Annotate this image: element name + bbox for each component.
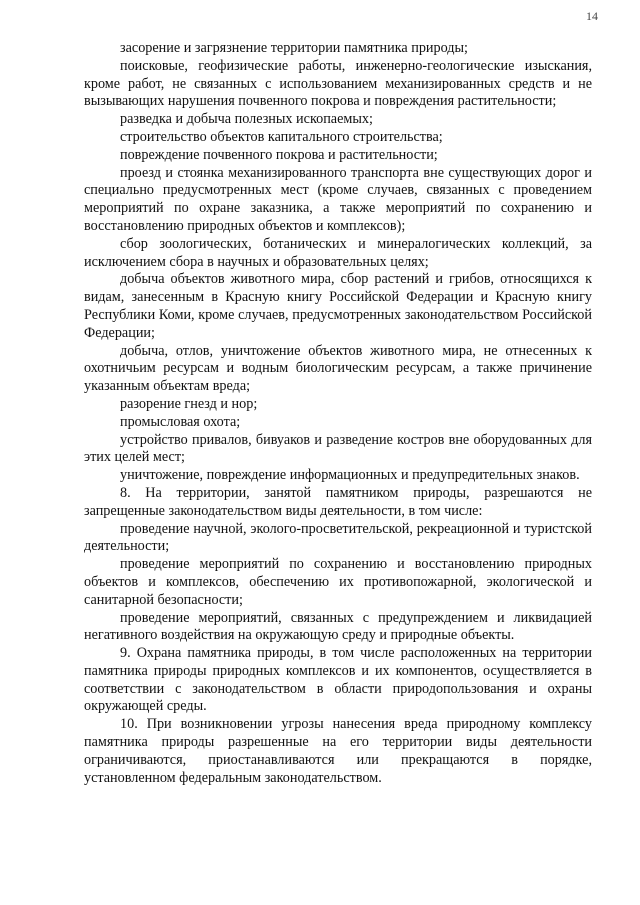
list-item-red-book-species: добыча объектов животного мира, сбор растений и грибов, относящихся к видам, занесенным в Красную книгу Российской Федерации и Красную книгу Республики Коми, кроме случаев, предусмотренных законодательством Российской Федерации; [84,271,592,341]
list-item-impact-prevention: проведение мероприятий, связанных с предупреждением и ликвидацией негативного воздействия на окружающую среду и природные объекты. [84,609,592,644]
list-item-campfires: устройство привалов, бивуаков и разведение костров вне оборудованных для этих целей мест; [84,431,592,466]
list-item-research-activity: проведение научной, эколого-просветительской, рекреационной и туристской деятельности; [84,520,592,555]
document-body [84,40,592,787]
list-item-soil-damage: повреждение почвенного покрова и растительности; [120,146,438,163]
section-10-paragraph: 10. При возникновении угрозы нанесения вреда природному комплексу памятника природы разрешенные на его территории виды деятельности ограничиваются, приостанавливаются или прекращаются в порядке, установленном федеральным законодательством. [84,716,592,786]
list-item-collections: сбор зоологических, ботанических и минералогических коллекций, за исключением сбора в научных и образовательных целях; [84,235,592,270]
list-item-survey-works: поисковые, геофизические работы, инженерно-геологические изыскания, кроме работ, не связанных с использованием механизированных средств и не вызывающих нарушения почвенного покрова и повреждения растительности; [84,57,592,110]
list-item-vehicle-traffic: проезд и стоянка механизированного транспорта вне существующих дорог и специально предусмотренных мест (кроме случаев, связанных с проведением мероприятий по охране заказника, а также мероприятий по сохранению и восстановлению природных объектов и комплексов); [84,164,592,234]
list-item-wildlife-harm: добыча, отлов, уничтожение объектов животного мира, не отнесенных к охотничьим ресурсам и водным биологическим ресурсам, а также причинение указанным объектам вреда; [84,342,592,395]
list-item-conservation-measures: проведение мероприятий по сохранению и восстановлению природных объектов и комплексов, обеспечению их противопожарной, экологической и санитарной безопасности; [84,556,592,608]
section-9-paragraph: 9. Охрана памятника природы, в том числе расположенных на территории памятника природы природных комплексов и их компонентов, осуществляется в соответствии с законодательством в области природопользования и охраны окружающей среды. [84,645,592,715]
page-number: 14 [586,9,598,23]
section-8-paragraph: 8. На территории, занятой памятником природы, разрешаются не запрещенные законодательством виды деятельности, в том числе: [84,484,592,519]
list-item-signs-damage: уничтожение, повреждение информационных и предупредительных знаков. [120,467,580,484]
list-item-littering: засорение и загрязнение территории памятника природы; [120,40,468,56]
list-item-nest-destruction: разорение гнезд и нор; [120,395,258,412]
list-item-mining: разведка и добыча полезных ископаемых; [120,111,373,128]
list-item-commercial-hunting: промысловая охота; [120,413,241,430]
list-item-construction: строительство объектов капитального строительства; [120,128,443,145]
